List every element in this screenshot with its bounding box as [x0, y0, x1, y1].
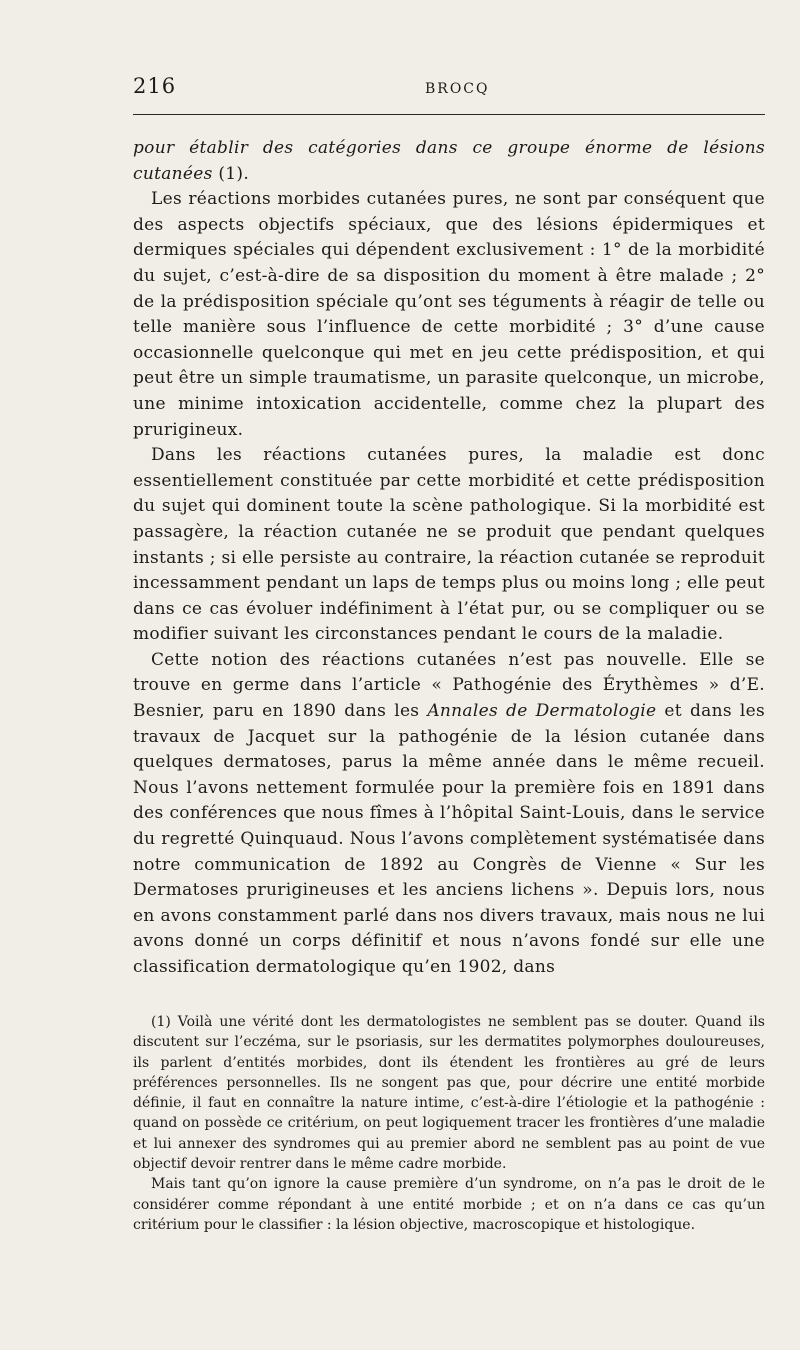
paragraph-2: Les réactions morbides cutanées pures, ne sont par conséquent que des aspects objectifs spéciaux, que des lésions épidermiques et dermiques spéciales qui dépendent exclusivement : 1° de la morbidité du sujet, c’est-à-dire de sa disposition du moment à être malade ; 2° de la prédisposition spéciale qu’ont ses téguments à réagir de telle ou telle manière sous l’influence de cette morbidité ; 3° d’une cause occasionnelle quelconque qui met en jeu cette prédisposition, et qui peut être un simple traumatisme, un parasite quelconque, un microbe, une minime intoxication accidentelle, comme chez la plupart des prurigineux.	[133, 189, 765, 440]
paragraph-3: Dans les réactions cutanées pures, la maladie est donc essentiellement constituée par cette morbidité et cette prédisposition du sujet qui dominent toute la scène pathologique. Si la morbidité est passagère, la réaction cutanée ne se produit que pendant quelques instants ; si elle persiste au contraire, la réaction cutanée se reproduit incessamment pendant un laps de temps plus ou moins long ; elle peut dans ce cas évoluer indéfiniment à l’état pur, ou se compliquer ou se modifier suivant les circonstances pendant le cours de la maladie.	[133, 445, 765, 645]
footnote-1-continuation: Mais tant qu’on ignore la cause première d’un syndrome, on n’a pas le droit de le considérer comme répondant à une entité morbide ; et on n’a dans ce cas qu’un critérium pour le classifier : la lésion objective, macroscopique et histologique.	[133, 1176, 765, 1233]
footnote-1: (1) Voilà une vérité dont les dermatologistes ne semblent pas se douter. Quand ils discutent sur l’eczéma, sur le psoriasis, sur les dermatites polymorphes douloureuses, ils parlent d’entités morbides, dont ils étendent les frontières au gré de leurs préférences personnelles. Ils ne songent pas que, pour décrire une entité morbide définie, il faut en connaître la nature intime, c’est-à-dire l’étiologie et la pathogénie : quand on possède ce critérium, on peut logiquement tracer les frontières d’une maladie et lui annexer des syndromes qui au premier abord ne semblent pas au point de vue objectif devoir rentrer dans le même cadre morbide.	[133, 1014, 765, 1173]
page-header	[133, 74, 765, 102]
paragraph-4-part-1: Cette notion des réactions cutanées n’est pas nouvelle. Elle se trouve en germe dans l’article « Pathogénie des Érythèmes » d’E. Besnier, paru en 1890 dans les	[133, 649, 765, 722]
paragraph-4-part-2: et dans les travaux de Jacquet sur la pathogénie de la lésion cutanée dans quelques dermatoses, parus la même année dans le même recueil. Nous l’avons nettement formulée pour la première fois en 1891 dans des conférences que nous fîmes à l’hôpital Saint-Louis, dans le service du regretté Quinquaud. Nous l’avons complètement systématisée dans notre communication de 1892 au Congrès de Vienne « Sur les Dermatoses prurigineuses et les anciens lichens ». Depuis lors, nous en avons constamment parlé dans nos divers travaux, mais nous ne lui avons donné un corps définitif et nous n’avons fondé sur elle une classification dermatologique qu’en 1902, dans	[133, 701, 765, 977]
journal-title: Annales de Dermatologie	[427, 701, 657, 722]
paragraph-4	[133, 648, 765, 981]
main-text	[133, 136, 765, 981]
footnotes	[133, 1012, 765, 1235]
header-rule	[133, 114, 765, 115]
page-number: 216	[133, 74, 177, 98]
paragraph-1-italic: pour établir des catégories dans ce groupe énorme de lésions cutanées	[133, 138, 765, 184]
running-head: BROCQ	[425, 81, 490, 97]
paragraph-1	[133, 136, 765, 187]
footnote-reference: (1).	[212, 163, 250, 184]
